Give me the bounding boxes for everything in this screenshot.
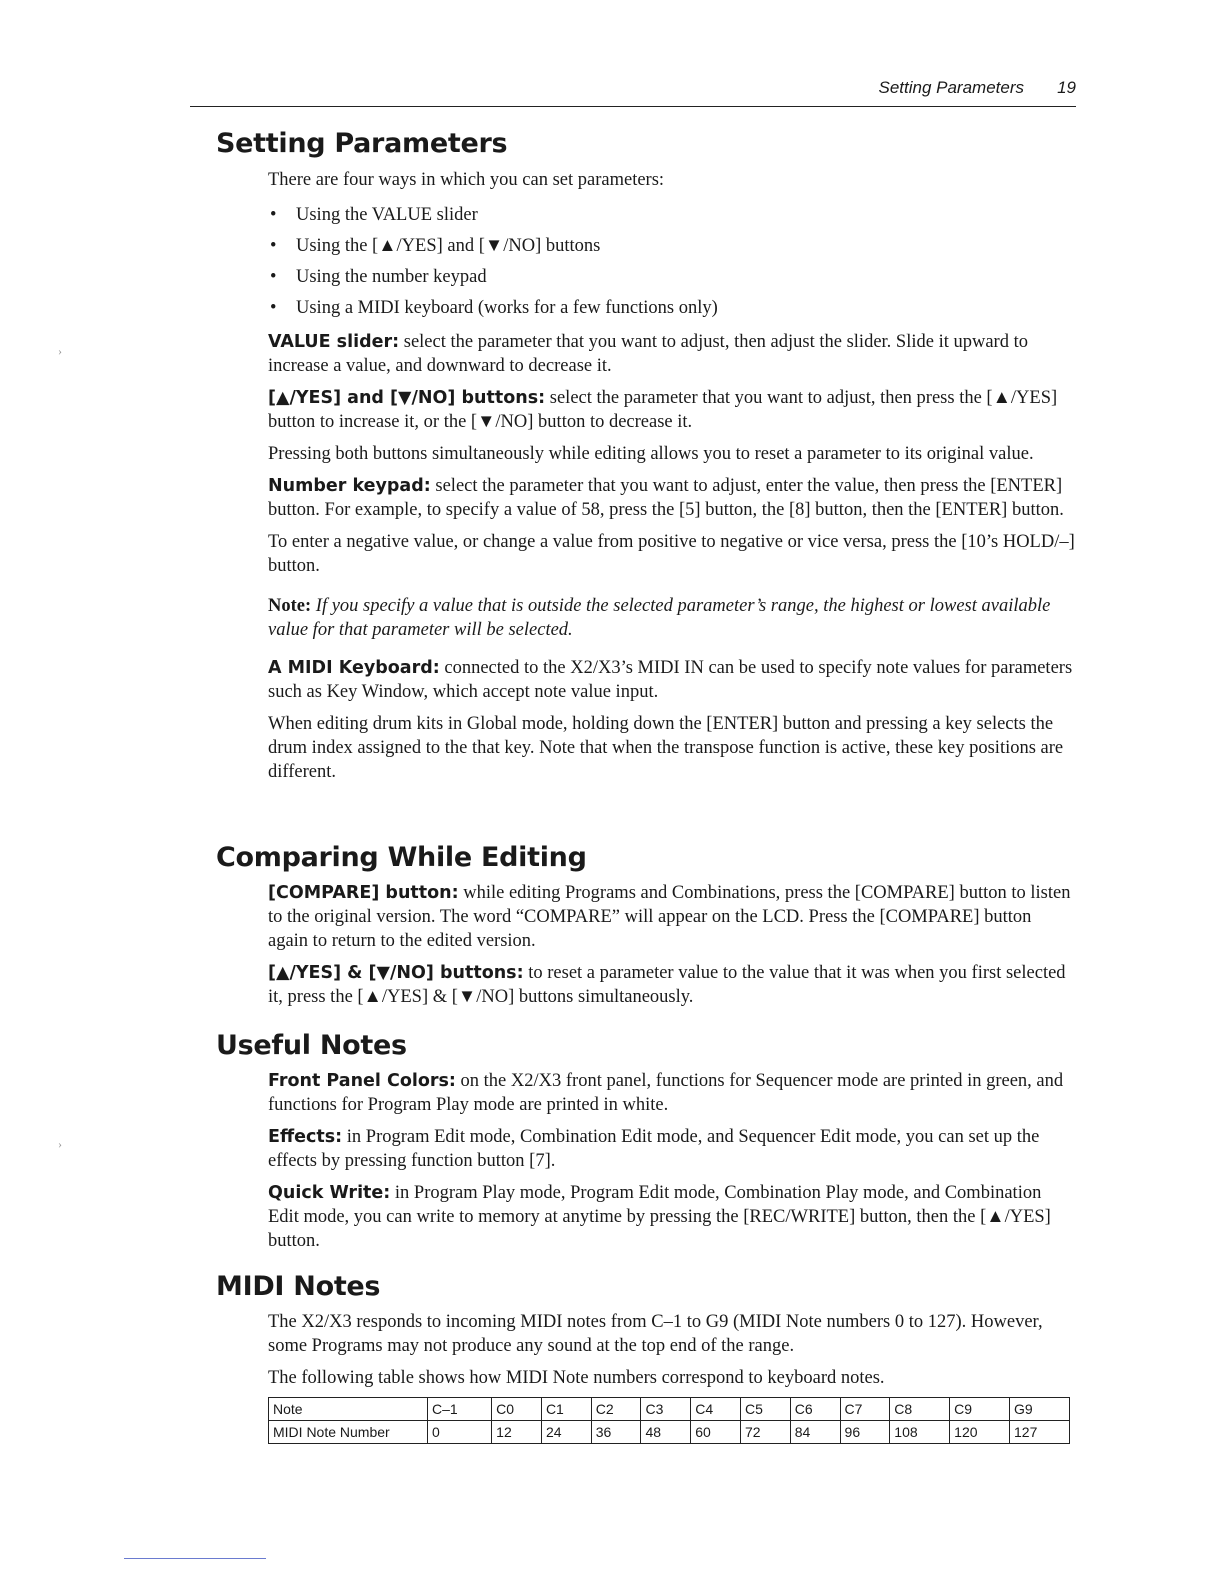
footer-rule	[124, 1558, 266, 1559]
negative-value-paragraph: To enter a negative value, or change a value from positive to negative or vice versa, press the [10’s HOLD/–] button.	[268, 532, 1075, 576]
midi-note-table	[268, 1397, 1070, 1444]
yes-no-paragraph: [▲/YES] and [▼/NO] buttons: select the parameter that you want to adjust, then press the [▲/YES] button to increase it, or the [▼/NO] button to decrease it.	[268, 388, 1058, 432]
note-cell: G9	[1010, 1398, 1070, 1421]
table-intro-paragraph: The following table shows how MIDI Note numbers correspond to keyboard notes.	[268, 1368, 885, 1388]
list-item: • Using the [▲/YES] and [▼/NO] buttons	[270, 236, 601, 256]
effects-paragraph: Effects: in Program Edit mode, Combination Edit mode, and Sequencer Edit mode, you can set up the effects by pressing function button [7].	[268, 1127, 1040, 1171]
number-cell: 60	[691, 1421, 741, 1444]
keypad-paragraph: Number keypad: select the parameter that you want to adjust, enter the value, then press the [ENTER] button. For example, to specify a value of 58, press the [5] button, the [8] button, then the [ENTER] button.	[268, 476, 1064, 520]
heading-useful-notes: Useful Notes	[216, 1030, 407, 1061]
comparing-body	[268, 881, 1076, 1017]
note-cell: C7	[840, 1398, 890, 1421]
number-cell: 96	[840, 1421, 890, 1444]
row-label-note: Note	[269, 1398, 428, 1421]
page-number: 19	[1057, 78, 1076, 97]
note-cell: C2	[591, 1398, 641, 1421]
midi-notes-body	[268, 1310, 1076, 1398]
number-cell: 120	[950, 1421, 1010, 1444]
page-header	[190, 74, 1076, 107]
note-cell: C0	[492, 1398, 542, 1421]
note-cell: C9	[950, 1398, 1010, 1421]
number-cell: 12	[492, 1421, 542, 1444]
note-cell: C5	[741, 1398, 791, 1421]
list-item: • Using the VALUE slider	[270, 205, 478, 225]
midi-keyboard-paragraph: A MIDI Keyboard: connected to the X2/X3’s MIDI IN can be used to specify note values for parameters such as Key Window, which accept note value input.	[268, 658, 1073, 702]
number-cell: 108	[890, 1421, 950, 1444]
table-row	[269, 1398, 1070, 1421]
margin-mark: ›	[58, 344, 62, 358]
number-cell: 24	[541, 1421, 591, 1444]
front-panel-colors-paragraph: Front Panel Colors: on the X2/X3 front panel, functions for Sequencer mode are printed in green, and functions for Program Play mode are printed in white.	[268, 1071, 1064, 1115]
row-label-midi-number: MIDI Note Number	[269, 1421, 428, 1444]
reset-buttons-paragraph: [▲/YES] & [▼/NO] buttons: to reset a parameter value to the value that it was when you first selected it, press the [▲/YES] & [▼/NO] buttons simultaneously.	[268, 963, 1066, 1007]
value-slider-paragraph: VALUE slider: select the parameter that you want to adjust, then adjust the slider. Slide it upward to increase a value, and downward to decrease it.	[268, 332, 1028, 376]
note-cell: C1	[541, 1398, 591, 1421]
note-cell: C4	[691, 1398, 741, 1421]
heading-setting-parameters: Setting Parameters	[216, 128, 508, 159]
number-cell: 84	[790, 1421, 840, 1444]
intro-paragraph: There are four ways in which you can set parameters:	[268, 170, 665, 190]
list-item: • Using a MIDI keyboard (works for a few functions only)	[270, 298, 718, 318]
number-cell: 48	[641, 1421, 691, 1444]
pressing-both-paragraph: Pressing both buttons simultaneously while editing allows you to reset a parameter to its original value.	[268, 444, 1034, 464]
quick-write-paragraph: Quick Write: in Program Play mode, Program Edit mode, Combination Play mode, and Combination Edit mode, you can write to memory at anytime by pressing the [REC/WRITE] button, then the [▲/YES] button.	[268, 1183, 1051, 1251]
heading-comparing-while-editing: Comparing While Editing	[216, 842, 587, 873]
number-cell: 0	[428, 1421, 492, 1444]
note-paragraph: Note: If you specify a value that is outside the selected parameter’s range, the highest or lowest available value for that parameter will be selected.	[268, 596, 1051, 640]
list-item: • Using the number keypad	[270, 267, 487, 287]
note-cell: C8	[890, 1398, 950, 1421]
note-cell: C3	[641, 1398, 691, 1421]
note-cell: C6	[790, 1398, 840, 1421]
running-header-title: Setting Parameters	[878, 78, 1024, 97]
midi-range-paragraph: The X2/X3 responds to incoming MIDI notes from C–1 to G9 (MIDI Note numbers 0 to 127). However, some Programs may not produce any sound at the top end of the range.	[268, 1312, 1043, 1356]
table-row	[269, 1421, 1070, 1444]
compare-button-paragraph: [COMPARE] button: while editing Programs and Combinations, press the [COMPARE] button to listen to the original version. The word “COMPARE” will appear on the LCD. Press the [COMPARE] button again to return to the edited version.	[268, 883, 1071, 951]
number-cell: 72	[741, 1421, 791, 1444]
heading-midi-notes: MIDI Notes	[216, 1271, 381, 1302]
useful-notes-body	[268, 1069, 1076, 1261]
number-cell: 36	[591, 1421, 641, 1444]
setting-parameters-body	[268, 168, 1076, 792]
drum-kit-paragraph: When editing drum kits in Global mode, holding down the [ENTER] button and pressing a key selects the drum index assigned to the that key. Note that when the transpose function is active, these key positions are different.	[268, 714, 1064, 782]
number-cell: 127	[1010, 1421, 1070, 1444]
margin-mark: ›	[58, 1137, 62, 1151]
note-cell: C–1	[428, 1398, 492, 1421]
methods-list	[268, 200, 1076, 324]
